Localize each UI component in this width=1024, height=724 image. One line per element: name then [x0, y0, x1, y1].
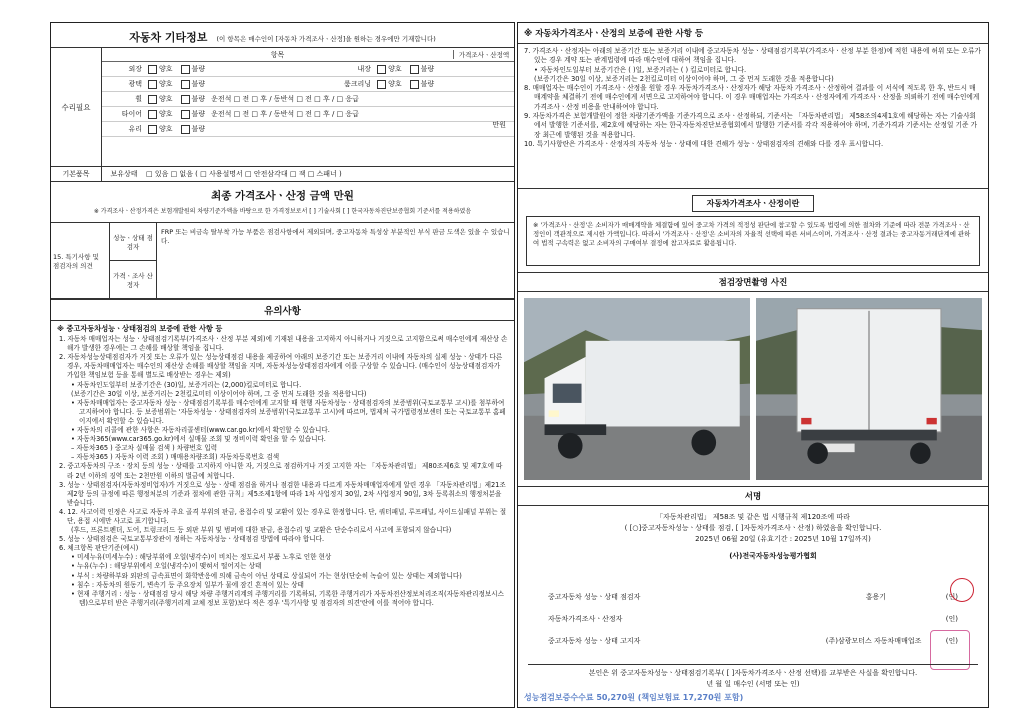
opt-bad: 불량 [191, 110, 206, 118]
inspection-row [102, 107, 514, 122]
note-item: • 자동차365(www.car365.go.kr)에서 실매물 조회 및 정비이력 확인을 할 수 있습니다. [71, 435, 326, 444]
guarantee-item: 10. 특기사항란은 가격조사ㆍ산정자의 자동차 성능ㆍ상태에 대한 견해가 성능ㆍ상태점검자의 견해와 다를 경우 표시합니다. [524, 139, 884, 148]
note-item: • 자동차인도일부터 보증기간은 (30)일, 보증거리는 (2,000)킬로미터로 합니다. [71, 380, 302, 389]
opt-bad: 불량 [191, 65, 206, 73]
truck-front-photo [524, 298, 750, 480]
other-info-title-note: (이 항목은 매수인이 [자동차 가격조사ㆍ산정]을 원하는 경우에만 기재합니다) [216, 35, 436, 43]
opt-good: 양호 [159, 125, 173, 133]
note-item: • 자동차매매업자는 중고자동차 성능ㆍ상태점검기록부를 매수인에게 고지할 때 현행 자동차성능ㆍ상태점검자의 보증범위(국토교통부 고시)를 첨부하여 고지하여야 합니다. 등 보증범위는 '자동차성능ㆍ상태점검자의 보증범위'(국토교통부 고시)에 따르며, 법제처 국가법령정보센터 또는 국토교통부 홈페이지에서 확인할 수 있습니다. [71, 398, 506, 425]
row-name-right: 룸크리닝 [344, 80, 372, 88]
checkbox[interactable] [148, 125, 157, 134]
note-item: 1. 자동차 매매업자는 성능ㆍ상태점검기록부(가격조사ㆍ산정 부분 제외)에 기재된 내용을 고지하지 아니하거나 거짓으로 고지함으로써 매수인에게 재산상 손해가 발생한 경우에는 그 손해를 배상할 책임을 집니다. [59, 335, 508, 353]
guarantee-item: • 자동차인도일부터 보증기간은 ( )일, 보증거리는 ( ) 킬로미터로 합니다. [534, 65, 747, 74]
row-name: 외장 [128, 65, 142, 73]
notes-head: ※ 중고자동차성능ㆍ상태점검의 보증에 관한 사항 등 [57, 324, 223, 333]
row-extra: 운전석 □ 전 □ 후 / 동반석 □ 전 □ 후 / □ 응급 [211, 95, 359, 103]
opt-good: 양호 [388, 65, 402, 73]
left-panel [50, 22, 515, 708]
row-name: 유리 [128, 125, 142, 133]
checkbox[interactable] [181, 65, 190, 74]
sig-row-label: 중고자동차 성능ㆍ상태 고지자 [548, 637, 641, 645]
right-panel [517, 22, 989, 708]
guarantee-item: 9. 자동차가격은 보험개발원이 정한 차량기준가액을 기준가격으로 조사ㆍ산정하되, 기준서는 「자동차관리법」 제58조의4제1호에 해당하는 자는 기술사회에서 발행한 기준서를, 제2호에 해당하는 자는 한국자동차진단보증협회에서 발행한 기준서를 각각 적용하여야 하며, 기준가격과 기준서는 산정일 기준 가장 최근에 발행된 것을 적용합니다. [524, 112, 978, 139]
note-item: • 누유(누수) : 해당부위에서 오일(냉각수)이 맺혀서 떨어지는 상태 [71, 562, 262, 571]
other-info-title-text: 자동차 기타정보 [129, 31, 208, 44]
note-item: • 침수 : 자동차의 원동기, 변속기 등 주요장치 일부가 물에 잠긴 흔적이 있는 상태 [71, 580, 304, 589]
price-guarantee-title: ※ 자동차가격조사ㆍ산정의 보증에 관한 사항 등 [518, 23, 988, 44]
special-sub-inspector: 성능ㆍ상태 점검자 [110, 223, 156, 261]
other-info-title [51, 23, 514, 48]
truck-rear-photo [756, 298, 982, 480]
checkbox[interactable] [148, 80, 157, 89]
sig-row-notifier [548, 636, 958, 647]
opt-bad: 불량 [420, 80, 435, 88]
special-sub-appraiser: 가격ㆍ조사 산정자 [113, 271, 153, 289]
inspection-fee: 성능점검보증수수료 50,270원 (책임보험료 17,270원 포함) [524, 693, 744, 702]
row-name: 휠 [135, 95, 142, 103]
opt-good: 양호 [159, 95, 173, 103]
note-item: 3. 성능ㆍ상태점검자(자동차정비업자)가 거짓으로 성능ㆍ상태 점검을 하거나 점검한 내용과 다르게 자동차매매업자에게 알린 경우 「자동차관리법」제21조제2항 등의 규정에 따른 행정처분의 기준과 절차에 관한 규칙」제5조제1항에 따라 1차 사업정지 30일, 2차 사업정지 90일, 3차 등록취소의 행정처분을 받습니다. [59, 480, 506, 507]
inspection-table [51, 48, 514, 167]
checkbox[interactable] [377, 80, 386, 89]
checkbox[interactable] [148, 95, 157, 104]
opt-bad: 불량 [191, 125, 206, 133]
note-item: • 미세누유(미세누수) : 해당부위에 오일(냉각수)이 비치는 정도로서 부품 노후로 인한 현상 [71, 553, 332, 562]
special-label: 15. 특기사항 및 점검자의 의견 [51, 223, 110, 298]
inspection-header [102, 48, 514, 62]
sig-row-name: (주)삼광모터스 자동차매매업조 [825, 637, 922, 645]
opt-good: 양호 [388, 80, 402, 88]
header-item: 항목 [270, 50, 285, 59]
inspection-row [102, 62, 514, 77]
inspector-seal-stamp [950, 578, 974, 602]
guarantee-item: 8. 매매업자는 매수인이 가격조사ㆍ산정을 원할 경우 자동차가격조사ㆍ산정자가 해당 자동차 가격조사ㆍ산정하여 결과를 이 서식에 적도록 한 후, 반드시 매매계약을 체결하기 전에 매수인에게 서면으로 고지하여야 합니다. 이 경우 매매업자는 가격조사ㆍ산정자에게 가격조사ㆍ산정을 의뢰하기 전에 매수인에게 가격조사ㆍ산정 비용을 안내하여야 합니다. [524, 84, 980, 111]
sig-line1: 「자동차관리법」 제58조 및 같은 법 시행규칙 제120조에 따라 [656, 513, 850, 521]
note-item: • 현재 주행거리 : 성능ㆍ상태점검 당시 해당 차량 주행거리계의 주행거리를 기록하되, 기록한 주행거리가 자동차전산정보처리조직(자동차관리정보시스템)으로부터 받은 주행거리(주행거리계 교체 정보 포함)보다 적은 경우 '특기사항 및 점검자의 의견'란에 이를 적어야 합니다. [71, 589, 504, 607]
price-unit: 만원 [492, 121, 506, 129]
row-name: 광택 [128, 80, 142, 88]
row-name-right: 내장 [357, 65, 372, 73]
guarantee-item: 7. 가격조사ㆍ산정자는 아래의 보증기간 또는 보증거리 이내에 중고자동차 성능ㆍ상태점검기록부(가격조사ㆍ산정 부분 한정)에 적힌 내용에 허위 또는 오류가 있는 경우 계약 또는 관계법령에 따라 매수인에 대하여 책임을 집니다. [524, 47, 981, 65]
sig-bottom: 본인은 위 중고자동차성능ㆍ상태점검기록부( [ ]자동차가격조사ㆍ산정 선택)를 교부받은 사실을 확인합니다. [588, 669, 918, 677]
what-is-appraisal-text: ※ '가격조사ㆍ산정'은 소비자가 매매계약을 체결함에 있어 중고차 가격의 적정성 판단에 참고할 수 있도록 법령에 의한 절차와 기준에 따라 전문 가격조사ㆍ산정인이 객관적으로 제시한 가액입니다. 따라서 '가격조사ㆍ산정'은 소비자의 자율적 선택에 따른 서비스이며, 가격조사ㆍ산정 결과는 중고자동거래단계에 관하여 법적 구속력은 없고 소비자의 구매여부 결정에 참고자료로 활용됩니다. [526, 216, 980, 266]
opt-bad: 불량 [420, 65, 435, 73]
checkbox[interactable] [181, 125, 190, 134]
basic-text: □ 있음 □ 없음 ( □ 사용설명서 □ 안전삼각대 □ 잭 □ 스패너 ) [146, 170, 342, 178]
sig-row-seal: (인) [945, 593, 958, 601]
checkbox[interactable] [181, 110, 190, 119]
checkbox[interactable] [377, 65, 386, 74]
note-item: – 자동차365 ) 자동차 이력 조회 ) 매매용차량조회) 자동차등록번호 검색 [71, 453, 280, 462]
price-guarantee-list [518, 44, 988, 188]
repair-label: 수리필요 [51, 48, 102, 166]
final-price: 최종 가격조사ㆍ산정 금액 만원 [211, 190, 354, 202]
inspection-row [102, 122, 514, 137]
checkbox[interactable] [410, 65, 419, 74]
row-extra: 운전석 □ 전 □ 후 / 동반석 □ 전 □ 후 / □ 응급 [211, 110, 359, 118]
row-name: 타이어 [121, 110, 142, 118]
signature-title: 서명 [518, 486, 988, 506]
sig-date2: 년 월 일 매수인 (서명 또는 인) [706, 680, 800, 688]
opt-bad: 불량 [191, 80, 206, 88]
receipt-block [528, 664, 978, 690]
sig-row-label: 자동차가격조사ㆍ산정자 [548, 615, 623, 623]
sig-row-name: 홍용기 [865, 593, 887, 601]
guarantee-item: (보증기간은 30일 이상, 보증거리는 2천킬로미터 이상이어야 하며, 그 중 먼저 도래한 것을 적용합니다) [534, 74, 834, 83]
signature-area [518, 512, 988, 698]
basic-items-row [51, 167, 514, 182]
special-text: FRP 또는 비금속 탈부착 가능 부품은 점검사항에서 제외되며, 중고자동차 특성상 부분적인 부식 판금 도색은 있을 수 있습니다. [161, 228, 510, 245]
final-price-note: ※ 가격조사ㆍ산정가격은 보험개발원의 차량기준가액을 바탕으로 한 가격정보로서 [ ] 기술사회 [ ] 한국자동차진단보증협회 기준서를 적용하였음 [93, 208, 472, 215]
sig-org: (사)전국자동차성능평가협회 [729, 552, 817, 560]
truck-front-image [524, 298, 750, 480]
opt-good: 양호 [159, 80, 173, 88]
note-item: (후드, 프론트펜더, 도어, 트렁크리드 등 외판 부위 및 범퍼에 대한 판금, 용접수리 및 교환은 단순수리로서 사고에 포함되지 않습니다) [71, 526, 452, 535]
opt-good: 양호 [159, 65, 173, 73]
sig-row-seal: (인) [945, 615, 958, 623]
special-notes [51, 223, 514, 299]
sig-line2: ( [○]중고자동차성능ㆍ상태를 점검, [ ]자동차가격조사ㆍ산정) 하였음을 확인합니다. [624, 524, 882, 532]
inspection-row [102, 92, 514, 107]
basic-label: 기본품목 [51, 167, 102, 181]
checkbox[interactable] [148, 110, 157, 119]
sig-row-label: 중고자동차 성능ㆍ상태 점검자 [548, 593, 641, 601]
photo-area [518, 292, 988, 486]
sig-date: 2025년 06월 20일 (유효기간 : 2025년 10월 17일까지) [695, 535, 871, 543]
header-price: 가격조사ㆍ산정액 [453, 50, 514, 59]
note-item: 5. 성능ㆍ상태점검은 국토교통부장관이 정하는 자동차성능ㆍ상태점검 방법에 따라야 합니다. [59, 535, 325, 544]
photo-title: 점검장면촬영 사진 [518, 272, 988, 292]
final-price-box [51, 182, 514, 223]
sig-row-inspector [548, 592, 958, 603]
opt-good: 양호 [159, 110, 173, 118]
opt-bad: 불량 [191, 95, 206, 103]
note-item: 2. 자동차성능상태점검자가 거짓 또는 오류가 있는 성능상태점검 내용을 제공하여 아래의 보증기간 또는 보증거리 이내에 자동차의 실제 성능ㆍ상태가 다른 경우, 자동차매매업자는 매수인의 재산상 손해를 배상할 책임을 지며, 자동차성능상태점검자에게 이를 구상할 수 있습니다. (매수인이 성능상태점검자가 가입한 책임보험 등을 통해 별도로 배상받는 경우는 제외) [59, 353, 503, 380]
sig-row-appraiser [548, 614, 958, 625]
note-item: 2. 중고자동차의 구조ㆍ장치 등의 성능ㆍ상태를 고지하지 아니한 자, 거짓으로 점검하거나 거짓 고지한 자는 「자동차관리법」 제80조제6호 및 제7호에 따라 2년 이하의 징역 또는 2천만원 이하의 벌금에 처합니다. [59, 462, 503, 480]
note-item: • 부식 : 차량하부와 외판의 금속표면이 화학반응에 의해 금속이 아닌 상태로 상실되어 가는 현상(단순히 녹슬어 있는 상태는 제외합니다) [71, 571, 462, 580]
checkbox[interactable] [148, 65, 157, 74]
notes-title: 유의사항 [51, 299, 514, 321]
checkbox[interactable] [410, 80, 419, 89]
basic-sub: 보유상태 [110, 170, 138, 178]
note-item: – 자동차365 ) 중고차 실매물 검색 ) 차량번호 입력 [71, 444, 218, 453]
notes-body [51, 321, 514, 611]
note-item: • 자동차의 리콜에 관한 사항은 자동차리콜센터(www.car.go.kr)에서 확인할 수 있습니다. [71, 426, 330, 435]
note-item: 4. 12. 사고이력 인정은 사고로 자동차 주요 골격 부위의 판금, 용접수리 및 교환이 있는 경우로 한정합니다. 단, 쿼터패널, 루프패널, 사이드실패널 부위는 절단, 용접 시에만 사고로 표기합니다. [59, 507, 507, 525]
truck-rear-image [756, 298, 982, 480]
checkbox[interactable] [181, 80, 190, 89]
note-item: (보증기간은 30일 이상, 보증거리는 2천킬로미터 이상이어야 하며, 그 중 먼저 도래한 것을 적용합니다) [71, 389, 367, 398]
sig-row-seal: (인) [945, 637, 958, 645]
checkbox[interactable] [181, 95, 190, 104]
what-is-appraisal-title: 자동차가격조사ㆍ산정이란 [692, 195, 814, 212]
note-item: 6. 체크항목 판단기준(예시) [59, 544, 139, 553]
inspection-row [102, 77, 514, 92]
